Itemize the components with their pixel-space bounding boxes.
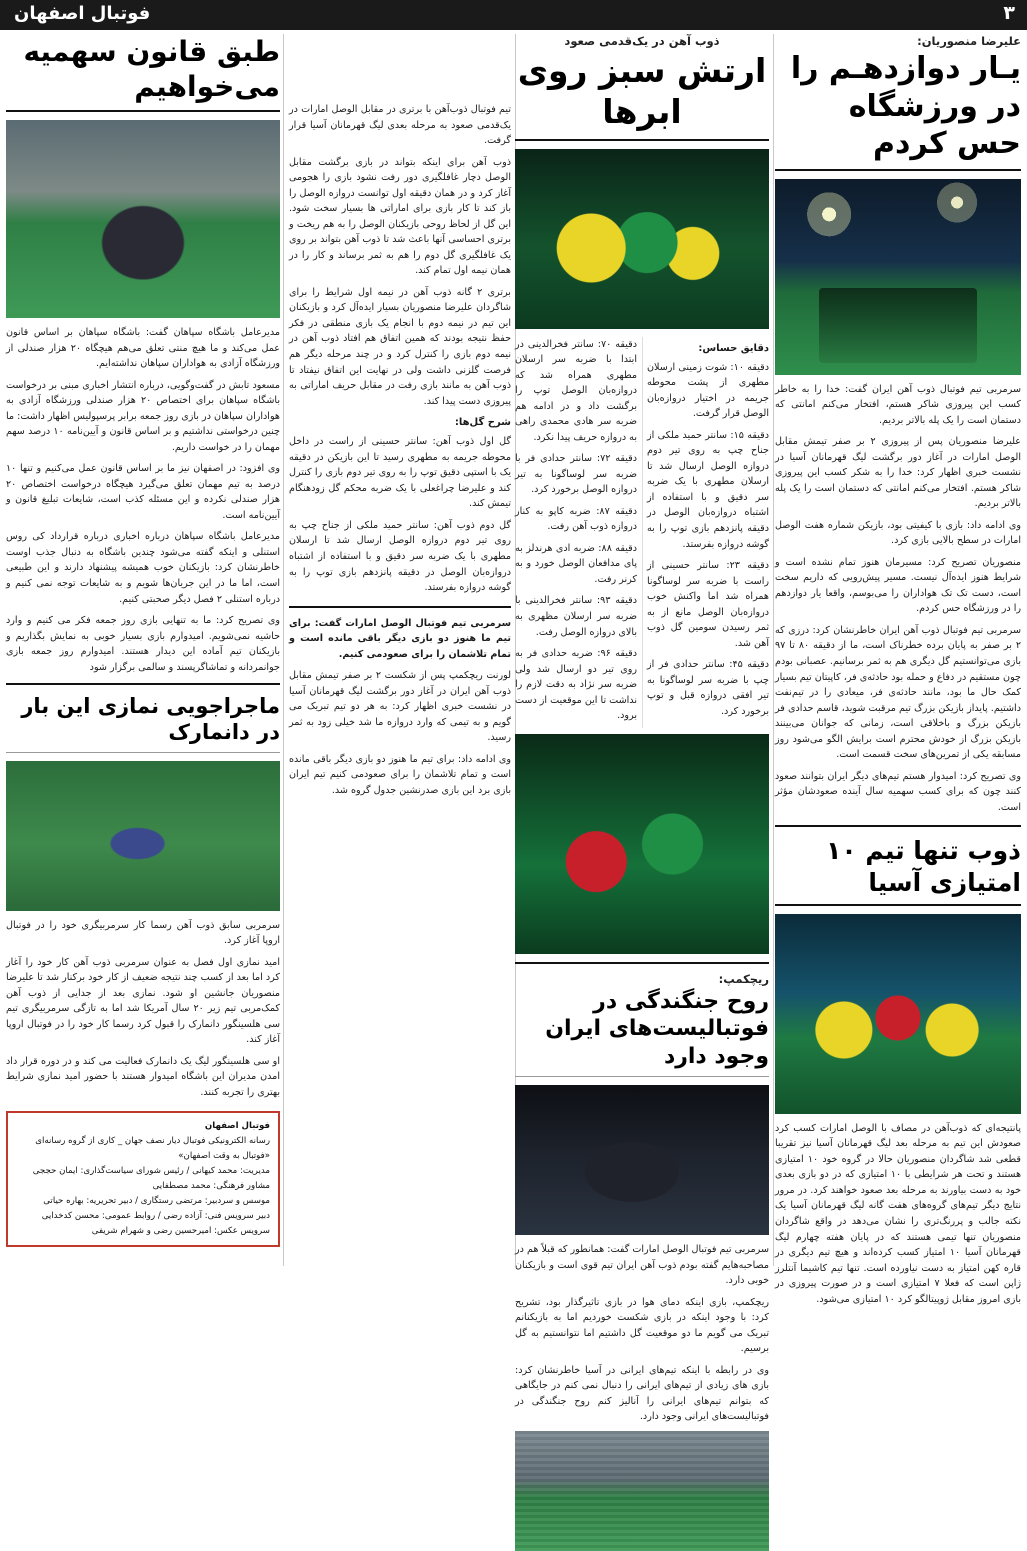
column-divider xyxy=(283,34,284,1266)
colophon-line: مدیریت: محمد کیهانی / رئیس شورای سیاست‌گذاری: ایمان حججی xyxy=(32,1165,270,1176)
photo-stands xyxy=(515,1431,769,1551)
colophon-line: سرویس عکس: امیرحسین رضی و شهرام شریفی xyxy=(91,1225,270,1236)
paragraph: دقیقه ۹۶: ضربه حدادی فر به روی تیر دو ارسال شد ولی ضربه سر نژاد به دقت لازم را نداشت تا این موقعیت از دست برود. xyxy=(515,648,637,722)
column-middle-main xyxy=(515,34,769,1551)
paragraph: پانتیجه‌ای که ذوب‌آهن در مصاف با الوصل امارات کسب کرد صعودش این تیم به مرحله بعد لیگ قهرمانان آسیا نیز تقریبا قطعی شد شاگردان منصوریان حالا در گروه خود ۱۰ امتیازی هستند و تحت هر شرایطی با ۱۰ امتیازی که در دو بازی بعدی خود به دست بیاورند به مرحله بعد صعود خواهند کرد. در مرور نتایج دیگر تیم‌های گروه‌های هفت گانه لیگ قهرمانان آسیا یک نکته جالب و پررنگ‌تری را نشان می‌دهد در واقع شاگردان منصوریان تنها تیمی هستند که در پایان هفته چهارم لیگ قهرمانان آسیا ۱۰ امتیاز کسب کرده‌اند و هیچ تیم دیگری در قاره کهن امتیاز به دست نیاورده است. تنها تیم کاشیما آنتلرز ژاپن است که فعلا ۷ امتیازی است و در صورت پیروزی در بازی امروز مقابل ژوپیتالگو کرد ۱۰ امتیازی می‌شود. xyxy=(775,1122,1022,1305)
paragraph: مدیرعامل باشگاه سپاهان درباره اخباری درباره قرارداد کی روس استنلی و اینکه گفته می‌شود چندین باشگاه به دنبال جذب اوست خاطرنشان کرد: بازیکنان خوب همیشه پیشنهاد دارند و این طبیعی است، اما ما در این جریان‌ها شویم و به شایعات توجه نمی کنیم و درباره استنلی ۲ فصل دیگر صحبتی کنیم. xyxy=(6,531,280,605)
column-middle-secondary xyxy=(289,34,511,804)
divider xyxy=(515,1076,769,1077)
paragraph: دقیقه ۱۵: سانتر حمید ملکی از جناح چپ به روی تیر دوم دروازه الوصل ارسال شد تا ارسلان مطهری با یک ضربه سر دقیق و با استفاده از اشتباه دروازه‌بان الوصل در دقیقه پانزدهم بازی توپ را به گوشه دروازه بفرستد. xyxy=(647,429,769,550)
paragraph: سرمربی تیم فوتبال الوصل امارات گفت: همانطور که قبلاً هم در مصاحبه‌هایم گفته بودم ذوب آهن ایران تیم قوی است و بازیکنان خوبی دارد. xyxy=(515,1244,769,1287)
photo-match-action xyxy=(515,149,769,329)
paragraph: دقیقه ۷۲: سانتر حدادی فر با ضربه سر لوساگونا به تیر دروازه الوصل برخورد کرد. xyxy=(515,453,637,496)
colophon-line: فوتبال اصفهان xyxy=(204,1120,270,1131)
paragraph: وی ادامه داد: برای تیم ما هنوز دو بازی دیگر باقی مانده است و تمام تلاشمان را برای صعودمی کنیم تیم ایران بازی برد این بازی صدرنشین جدول گروه شد. xyxy=(289,753,511,796)
paragraph: مسعود تابش در گفت‌وگویی، درباره انتشار اخباری مبنی بر درخواست باشگاه سپاهان برای اختصاص ۲۰ هزار صندلی ورزشگاه آزادی به هواداران سپاهان در بازی روز جمعه برابر پرسپولیس اظهار داشت: ما چنین درخواستی نداشتیم و بر اساس قانون و آیین‌نامه ۱۰ درصد سهم مهمان را در خواست داریم. xyxy=(6,379,281,453)
paragraph: دقیقه ۲۳: سانتر حسینی از راست با ضربه سر لوساگونا همراه شد اما واکنش خوب دروازه‌بان الوصل مانع از به ثمر رسیدن سومین گل ذوب آهن شد. xyxy=(647,560,769,649)
paragraph: دقیقه ۱۰: شوت زمینی ارسلان مطهری از پشت محوطه جریمه در اختیار دروازه‌بان الوصل قرار گرفت. xyxy=(647,361,769,420)
photo-coach-training xyxy=(6,761,280,911)
divider xyxy=(6,110,280,112)
paragraph: مدیرعامل باشگاه سپاهان گفت: باشگاه سپاهان بر اساس قانون عمل می‌کند و ما هیچ منتی تعلق می‌هم هیچگاه ۲۰ هزار صندلی از ورزشگاه آزادی به هواداران سپاهان نداشته‌ایم. xyxy=(6,327,280,370)
divider xyxy=(775,169,1021,171)
colophon xyxy=(6,1111,280,1247)
photo-manager-pitch xyxy=(6,120,280,318)
paragraph: وی تصریح کرد: امیدوار هستم تیم‌های دیگر ایران بتوانند صعود کنند چون که برای کسب سهمیه سال آینده صعودشان مؤثر است. xyxy=(775,770,1021,813)
colophon-line: مشاور فرهنگی: محمد مصطفایی xyxy=(152,1180,270,1191)
paragraph: سرمربی سابق ذوب آهن رسما کار سرمربیگری خود را در فوتبال اروپا آغاز کرد. xyxy=(6,919,280,947)
column-right xyxy=(775,34,1021,1313)
left-article1-body xyxy=(6,325,280,675)
paragraph: تیم فوتبال ذوب‌آهن با برتری در مقابل الوصل امارات در یک‌قدمی صعود به مرحله بعدی لیگ قهرمانان آسیا قرار گرفت. xyxy=(289,104,511,147)
paragraph: وی افزود: در اصفهان نیز ما بر اساس قانون عمل می‌کنیم و تنها ۱۰ درصد به تیم مهمان تعلق می‌گیرد هیچگاه درخواست اختصاص ۲۰ هزار صندلی نکرده و این مسئله کذب است، شایعات تبلیغ قانون و آیین‌نامه است. xyxy=(6,463,280,521)
paragraph: دقیقه ۸۸: ضربه ادی هرندلز به پای مدافعان الوصل خورد و به کرنر رفت. xyxy=(515,542,637,585)
divider xyxy=(515,962,769,964)
main-intro-body xyxy=(289,102,511,596)
paragraph: علیرضا منصوریان پس از پیروزی ۲ بر صفر تیمش مقابل الوصل امارات در آغاز دور برگشت لیگ قهرمانان آسیا در نشست خبری اظهار کرد: خدا را به شکر کسب این پیروزی شاکر هستم. افتخار می‌کنم امانتی که دستمان است را یک پله بالاتر بردیم. xyxy=(775,436,1021,510)
colophon-line: دبیر سرویس فنی: آزاده رضی / روابط عمومی: محسن کدخدایی xyxy=(41,1210,270,1221)
paragraph: دقیقه ۷۰: سانتر فخرالدینی در ابتدا با ضربه سر ارسلان مطهری همراه شد که دروازه‌بان الوصل توپ را برگشت داد و در ادامه هم ضربه سر هادی محمدی راهی به دروازه حریف پیدا نکرد. xyxy=(515,338,637,443)
paragraph: وی ادامه داد: بازی با کیفیتی بود، بازیکن شماره هفت الوصل امارات در سطح بالایی بازی کرد. xyxy=(775,519,1021,547)
divider xyxy=(6,752,280,753)
article1-body xyxy=(775,382,1021,816)
paragraph: ریچکمپ، بازی اینکه دمای هوا در بازی تاثیرگذار بود، تشریح کرد: با وجود اینکه در بازی شکست خوردیم اما به بازیکنانم تبریک می گویم ما دو موقعیت گل داشتیم اما نتوانستیم به گل برسیم. xyxy=(515,1296,769,1355)
photo-celebration xyxy=(775,914,1021,1114)
column-divider xyxy=(773,34,774,1266)
colophon-line: رسانه الکترونیکی فوتبال دیار نصف جهان _ کاری از گروه رسانه‌ای «فوتبال به وقت اصفهان» xyxy=(35,1135,270,1161)
divider xyxy=(515,139,769,141)
paragraph: لورنت ریچکمپ پس از شکست ۲ بر صفر تیمش مقابل ذوب آهن ایران در آغاز دور برگشت لیگ قهرمانان آسیا در نشست خبری اظهار کرد: به هر دو تیم تبریک می گویم و به تیمی که وارد دروازه ما شد خیلی زود به ثمر رسید. xyxy=(289,670,511,744)
divider xyxy=(775,825,1021,827)
masthead-brand: فوتبال اصفهان xyxy=(14,3,151,24)
divider xyxy=(775,904,1021,906)
main-kicker: ذوب آهن در یک‌قدمی صعود xyxy=(564,34,720,48)
main-body xyxy=(515,337,769,728)
colophon-line: موسس و سردبیر: مرتضی رستگاری / دبیر تحریریه: بهاره حیاتی xyxy=(43,1195,270,1206)
ricksen-body xyxy=(515,1242,769,1425)
paragraph: دقیقه ۹۳: سانتر فخرالدینی با ضربه سر ارسلان مظهری به بالای دروازه الوصل رفت. xyxy=(515,595,637,638)
photo-coach-sideline xyxy=(515,1085,769,1235)
article1-kicker: علیرضا منصوریان: xyxy=(917,34,1021,48)
masthead xyxy=(0,0,1027,30)
column-left xyxy=(6,34,280,1247)
paragraph: گل اول ذوب آهن: سانتر حسینی از راست در داخل محوطه جریمه به مطهری رسید تا این بازیکن در دقیقه یک با استپی دقیق توپ را به روی تیر دوم بازی را کنترل کند و علیرضا چراغعلی با یک ضربه محکم گل زودهنگام تیمش کند. xyxy=(289,436,511,510)
article1-headline: یـار دوازدهـم را در ورزشگاه حس کردم xyxy=(790,51,1021,161)
paragraph: سرمربی تیم فوتبال ذوب آهن ایران خاطرنشان کرد: درزی که ۲ بر صفر به پایان برده خطرناک است، ما از دقیقه ۸۰ تا ۹۷ بازی می‌توانستیم گل دیگری هم به ثمر برسانیم. عصبانی بودم چون مستقیم در دفاع و حمله بود حادثه‌ی فر، کاپیتان تیم بسیار کمک حال ما بود، مانند حادثه‌ی فر، میعادی را در تیم‌نفت داشتیم. پایداز بازیکن بزرگ تیم مرقبت شوید، قاسم حدادی فر بازیکن بزرگ و باخلاقی است، زمانی که جوانان می‌بینند بازیکن بزرگ از خودش محترم است برایش الگو می‌شود روز مسابقه یکی از تمرین‌های سخت قسمت است. xyxy=(775,624,1021,761)
paragraph: برتری ۲ گانه ذوب آهن در نیمه اول شرایط را برای شاگردان علیرضا منصوریان بسیار ایده‌آل کرد و بازیکنان این تیم در نیمه دوم با انجام یک بازی منطقی در فکر حفظ نتیجه بودند که همین اتفاق هم افتاد ذوب آهن در نیمه دوم بازی را کنترل کرد و در چند مرحله دیگر هم فرصت گلزنی داشت ولی در نهایت این اتفاق نیفتاد تا ذوب آهن به مانند بازی رفت در مقابل حریف اماراتی به پیروزی دست پیدا کند. xyxy=(289,286,511,407)
left-article2-headline: ماجراجویی نمازی این بار در دانمارک xyxy=(21,694,280,745)
paragraph: وی تصریح کرد: ما به تنهایی بازی روز جمعه فکر می کنیم و وارد حاشیه نمی‌شویم. امیدوارم بازی بسیار خوبی به نمایش بگذاریم و بازیکنان تیم آماده این دیدار هستند. امیدوارم روز جمعه بازی جوانمردانه و تماشاگرپسند و سالمی برگزار شود xyxy=(6,615,280,673)
paragraph: وی در رابطه با اینکه تیم‌های ایرانی در آسیا خاطرنشان کرد: بازی های زیادی از تیم‌های ایرانی را دنبال نمی کنم در جایگاهی که بتوانم تیم‌های ایرانی را آنالیز کنم روح جنگندگی در فوتبالیست‌های ایرانی وجود دارد. xyxy=(515,1364,769,1423)
page-number: ۳ xyxy=(1003,2,1015,24)
paragraph: دقیقه ۴۵: سانتر حدادی فر از چپ با ضربه سر لوساگونا به تیر افقی دروازه قبل و توپ برخورد کرد. xyxy=(647,659,769,717)
ricksen-kicker: ریچکمپ: xyxy=(718,971,769,986)
paragraph: امید نمازی اول فصل به عنوان سرمربی ذوب آهن کار خود را آغاز کرد اما بعد از کسب چند نتیجه ضعیف از کار خود برکنار شد تا علیرضا منصوریان جانشین او شود. نمازی بعد از جدایی از ذوب آهن کمک‌مربی تیم زیر ۲۰ سال آمریکا شد اما به تازگی سرمربیگری تیم سی هلسینگور دانمارک را قبول کرد رسما کار خود را در فوتبال اروپا آغاز کند. xyxy=(6,956,280,1046)
ricksen-lead-body xyxy=(289,616,511,799)
paragraph: سرمربی تیم فوتبال ذوب آهن ایران گفت: خدا را به خاطر کسب این پیروزی شاکر هستم، افتخار می‌کنم امانتی که دستمان است را یک پله بالاتر بردیم. xyxy=(775,383,1021,426)
paragraph: ذوب آهن برای اینکه بتواند در بازی برگشت مقابل الوصل دچار غافلگیری دور رفت نشود بازی را هجومی آغاز کرد و در همان دقیقه اول توانست دروازه الوصل را باز کند تا کار بازی برای اماراتی ها بسیار سخت شود. این گل از لحاظ روحی بازیکنان الوصل را به هم ریخت و برتری احساسی آنها باعث شد تا ذوب آهن بتواند بر روی یک غافلگیری گل دوم را هم به ثمر برساند و کار را در همان نیمه اول تمام کند. xyxy=(289,156,511,277)
left-article1-headline: طبق قانون سهمیه می‌خواهیم xyxy=(23,35,280,103)
photo-stadium-night xyxy=(775,179,1021,375)
paragraph: سرمربی تیم فوتبال الوصل امارات گفت: برای تیم ما هنوز دو بازی دیگر باقی مانده است و تمام تلاشمان را برای صعودمی کنیم. xyxy=(289,617,511,660)
paragraph: گل دوم ذوب آهن: سانتر حمید ملکی از جناح چپ به روی تیر دوم دروازه الوصل ارسال شد تا ارسلان مطهری با یک ضربه سر دقیق و با استفاده از اشتباه دروازه‌بان الوصل در دقیقه پانزدهم بازی توپ را به گوشه دروازه بفرستد. xyxy=(289,519,511,594)
article2-headline: ذوب تنها تیم ۱۰ امتیازی آسیا xyxy=(826,836,1021,897)
paragraph: او سی هلسینگور لیگ یک دانمارک فعالیت می کند و در دوره قرار داد امدن مدیران این باشگاه امیدوار هستند با حضور امید نمازی شرایط بهتری را تجربه کنند. xyxy=(6,1055,280,1098)
ricksen-headline: روح جنگندگی در فوتبالیست‌های ایران وجود دارد xyxy=(545,988,769,1069)
main-headline: ارتش سبز روی ابرها xyxy=(517,51,767,132)
left-article2-body xyxy=(6,918,280,1101)
article2-body xyxy=(775,1121,1021,1307)
paragraph: دقیقه ۸۷: ضربه کاپو به کنار دروازه ذوب آهن رفت. xyxy=(515,505,637,533)
paragraph: منصوریان تصریح کرد: مسیرمان هنوز تمام نشده است و شرایط هنوز ایده‌آل نیست. مسیر پیش‌رویی که داریم سخت است، دست تک تک هواداران را می‌بوسم، واقعا یار دوازدهم را در ورزشگاه حس کردم. xyxy=(775,556,1021,615)
divider xyxy=(6,683,280,685)
divider xyxy=(289,606,511,608)
subhead-goals: شرح گل‌ها: xyxy=(454,417,511,429)
photo-aerial-duel xyxy=(515,734,769,954)
subhead-moments: دقایق حساس: xyxy=(698,342,769,354)
